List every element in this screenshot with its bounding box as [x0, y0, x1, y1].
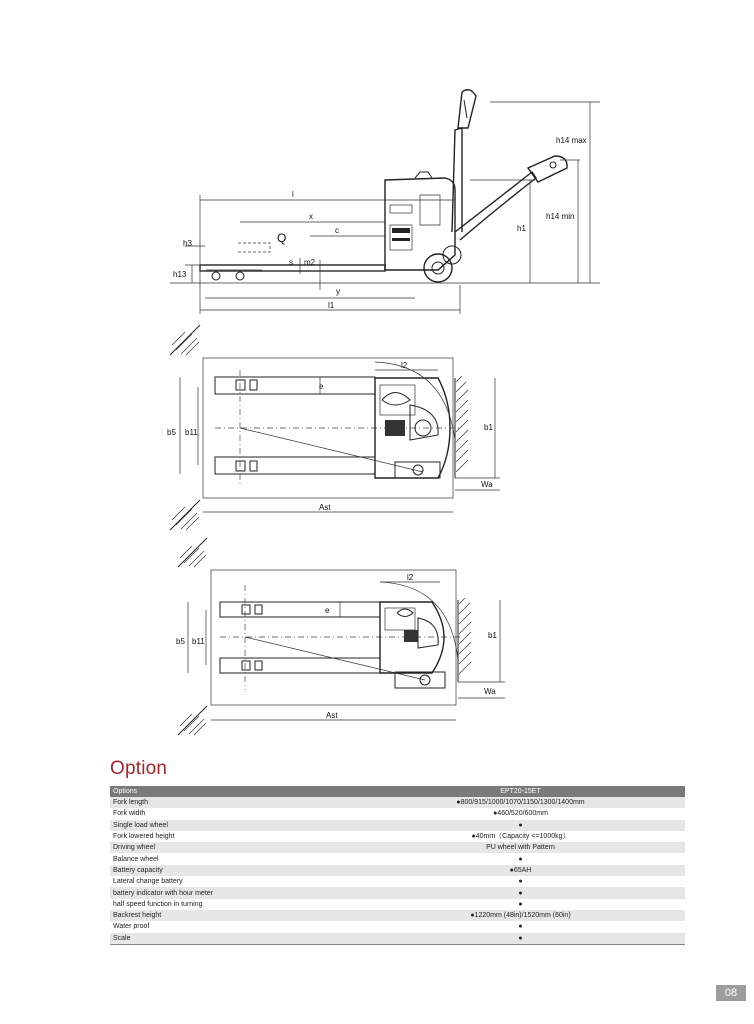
option-value: ●40mm（Capacity <=1000kg） — [356, 831, 685, 842]
table-row — [110, 899, 685, 910]
side-view — [170, 90, 600, 314]
option-value: ●1220mm (48in)/1520mm (60in) — [356, 910, 685, 921]
label-h3: h3 — [183, 239, 192, 248]
table-row — [110, 887, 685, 898]
tiller-upright — [452, 128, 462, 232]
table-row — [110, 842, 685, 853]
option-name: Battery capacity — [110, 865, 356, 876]
label-e: e — [325, 606, 330, 615]
label-l1: l1 — [328, 301, 335, 310]
option-name: Fork width — [110, 808, 356, 819]
label-ast: Ast — [319, 503, 331, 512]
label-l: l — [292, 190, 294, 199]
label-m2: m2 — [304, 258, 316, 267]
tiller-head-up — [458, 90, 476, 128]
option-name: Lateral change battery — [110, 876, 356, 887]
label-h14-max: h14 max — [556, 136, 587, 145]
table-row — [110, 910, 685, 921]
label-h13: h13 — [173, 270, 187, 279]
table-row — [110, 876, 685, 887]
option-name: Fork lowered height — [110, 831, 356, 842]
page-number: 08 — [716, 985, 746, 1001]
option-value: ● — [356, 887, 685, 898]
wall-corner — [178, 538, 207, 567]
option-name: Backrest height — [110, 910, 356, 921]
label-b1: b1 — [484, 423, 493, 432]
label-b5: b5 — [167, 428, 176, 437]
label-q: Q — [277, 231, 287, 245]
option-value: ●460/520/600mm — [356, 808, 685, 819]
table-header-row — [110, 786, 685, 797]
option-title: Option — [110, 758, 168, 779]
option-name: Balance wheel — [110, 853, 356, 864]
load-wheel — [236, 272, 244, 280]
header-model: EPT20-15ET — [356, 786, 685, 797]
label-l2: l2 — [407, 573, 414, 582]
option-name: Driving wheel — [110, 842, 356, 853]
option-name: battery indicator with hour meter — [110, 887, 356, 898]
label-x: x — [309, 212, 313, 221]
option-table — [110, 786, 685, 945]
drive-wheel — [424, 254, 452, 282]
option-value: ● — [356, 820, 685, 831]
table-row — [110, 933, 685, 945]
option-name: Water proof — [110, 921, 356, 932]
label-s: s — [289, 258, 293, 267]
label-ast: Ast — [326, 711, 338, 720]
option-value: ● — [356, 853, 685, 864]
table-row — [110, 921, 685, 932]
wall-corner — [170, 325, 200, 355]
option-value: ●800/915/1000/1070/1150/1300/1400mm — [356, 797, 685, 808]
top-view-2 — [176, 538, 505, 735]
option-name: Scale — [110, 933, 356, 945]
option-value: ● — [356, 921, 685, 932]
label-e: e — [319, 382, 324, 391]
wall-corner — [170, 500, 200, 530]
option-value: ● — [356, 933, 685, 945]
label-b5: b5 — [176, 637, 185, 646]
option-value: ●65AH — [356, 865, 685, 876]
top-fork — [220, 602, 380, 617]
option-name: Fork length — [110, 797, 356, 808]
label-l2: l2 — [401, 361, 408, 370]
table-row — [110, 865, 685, 876]
table-row — [110, 853, 685, 864]
option-name: half speed function in turning — [110, 899, 356, 910]
option-value: ● — [356, 876, 685, 887]
label-wa: Wa — [484, 687, 496, 696]
wall-corner — [178, 706, 207, 735]
label-b1: b1 — [488, 631, 497, 640]
label-wa: Wa — [481, 480, 493, 489]
table-row — [110, 797, 685, 808]
label-y: y — [336, 287, 340, 296]
top-fork — [220, 658, 380, 673]
label-c: c — [335, 226, 339, 235]
label-b11: b11 — [185, 428, 198, 437]
table-row — [110, 820, 685, 831]
load-wheel — [212, 272, 220, 280]
label-h14-min: h14 min — [546, 212, 575, 221]
label-b11: b11 — [192, 637, 205, 646]
label-h1: h1 — [517, 224, 526, 233]
option-value: ● — [356, 899, 685, 910]
option-value: PU wheel with Pattern — [356, 842, 685, 853]
option-name: Single load wheel — [110, 820, 356, 831]
table-row — [110, 831, 685, 842]
table-row — [110, 808, 685, 819]
top-view-1 — [167, 325, 500, 530]
header-options: Options — [110, 786, 356, 797]
